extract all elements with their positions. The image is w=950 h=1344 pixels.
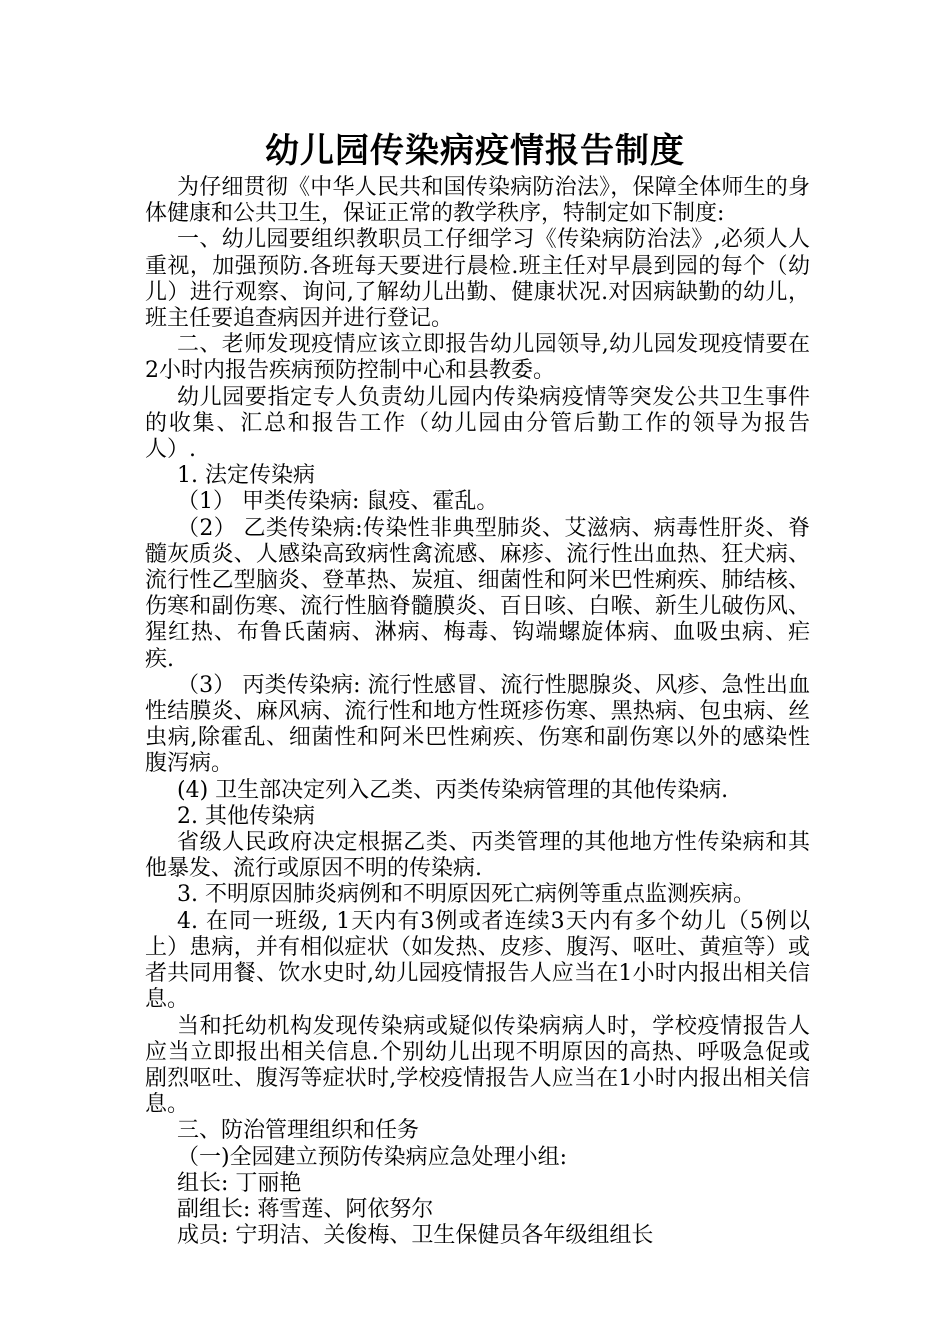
paragraph-class-c: （3） 丙类传染病: 流行性感冒、流行性腮腺炎、风疹、急性出血性结膜炎、麻风病、流行性和地方性斑疹伤寒、黑热病、包虫病、丝虫病,除霍乱、细菌性和阿米巴性痢疾、伤寒和副伤寒以外的感染性腹泻病。: [145, 672, 810, 777]
paragraph-unknown-pneumonia: 3. 不明原因肺炎病例和不明原因死亡病例等重点监测疾病。: [177, 882, 755, 908]
paragraph-section-1: 一、幼儿园要组织教职员工仔细学习《传染病防治法》,必须人人重视，加强预防.各班每天要进行晨检.班主任对早晨到园的每个（幼儿）进行观察、询问,了解幼儿出勤、健康状况.对因病缺勤的幼儿，班主任要追查病因并进行登记。: [145, 227, 810, 332]
paragraph-other-diseases-heading: 2. 其他传染病: [177, 803, 315, 829]
paragraph-members: 成员: 宁玥洁、关俊梅、卫生保健员各年级组组长: [177, 1223, 654, 1249]
paragraph-section-3: 三、防治管理组织和任务: [177, 1118, 420, 1144]
paragraph-provincial: 省级人民政府决定根据乙类、丙类管理的其他地方性传染病和其他暴发、流行或原因不明的传染病.: [145, 830, 810, 882]
paragraph-reporter: 幼儿园要指定专人负责幼儿园内传染病疫情等突发公共卫生事件的收集、汇总和报告工作（幼儿园由分管后勤工作的领导为报告人）.: [145, 384, 810, 463]
paragraph-legal-diseases-heading: 1. 法定传染病: [177, 463, 315, 489]
paragraph-deputy-leader: 副组长: 蒋雪莲、阿依努尔: [177, 1196, 434, 1222]
document-title: 幼儿园传染病疫情报告制度: [265, 131, 685, 171]
paragraph-emergency-group: （一)全园建立预防传染病应急处理小组:: [177, 1144, 567, 1170]
paragraph-class-b: （2） 乙类传染病:传染性非典型肺炎、艾滋病、病毒性肝炎、脊髓灰质炎、人感染高致病性禽流感、麻疹、流行性出血热、狂犬病、流行性乙型脑炎、登革热、炭疽、细菌性和阿米巴性痢疾、肺结核、伤寒和副伤寒、流行性脑脊髓膜炎、百日咳、白喉、新生儿破伤风、猩红热、布鲁氏菌病、淋病、梅毒、钩端螺旋体病、血吸虫病、疟疾.: [145, 515, 810, 672]
paragraph-other-designated: (4) 卫生部决定列入乙类、丙类传染病管理的其他传染病.: [177, 777, 729, 803]
paragraph-nursery-report: 当和托幼机构发现传染病或疑似传染病病人时，学校疫情报告人应当立即报出相关信息.个别幼儿出现不明原因的高热、呼吸急促或剧烈呕吐、腹泻等症状时,学校疫情报告人应当在1小时内报出相关信息。: [145, 1013, 810, 1118]
paragraph-class-outbreak: 4. 在同一班级, 1天内有3例或者连续3天内有多个幼儿（5例以上）患病，并有相似症状（如发热、皮疹、腹泻、呕吐、黄疸等）或者共同用餐、饮水史时,幼儿园疫情报告人应当在1小时内报出相关信息。: [145, 908, 810, 1013]
document-body: [145, 175, 810, 1249]
paragraph-group-leader: 组长: 丁丽艳: [177, 1170, 302, 1196]
paragraph-section-2: 二、老师发现疫情应该立即报告幼儿园领导,幼儿园发现疫情要在2小时内报告疾病预防控制中心和县教委。: [145, 332, 810, 384]
paragraph-intro: 为仔细贯彻《中华人民共和国传染病防治法》，保障全体师生的身体健康和公共卫生，保证正常的教学秩序，特制定如下制度:: [145, 175, 810, 227]
paragraph-class-a: （1） 甲类传染病: 鼠疫、霍乱。: [177, 489, 499, 515]
